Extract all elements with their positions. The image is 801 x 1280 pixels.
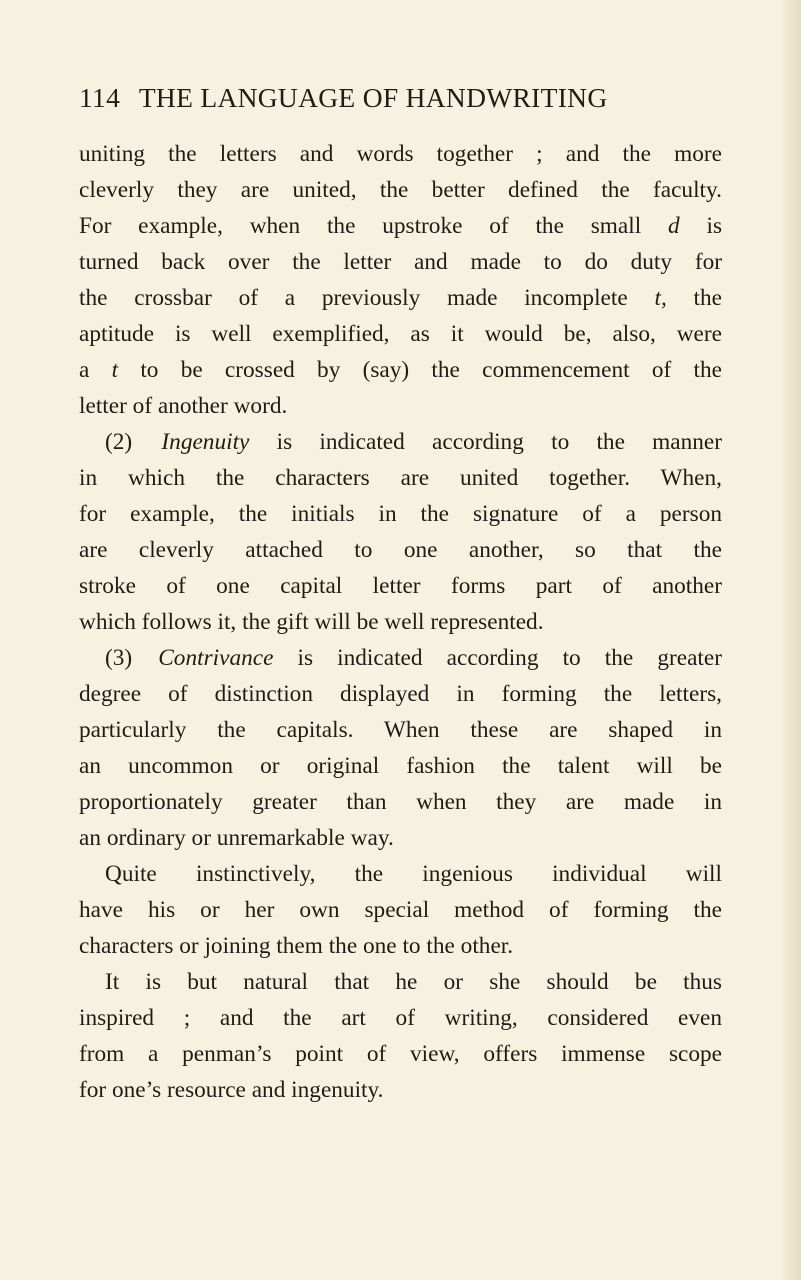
text-line: Quite instinctively, the ingenious individual will (105, 861, 722, 887)
line-segment: a (79, 357, 90, 383)
text-line: an uncommon or original fashion the talent will be (79, 753, 722, 779)
text-line: cleverly they are united, the better defined the faculty. (79, 177, 722, 203)
text-line: characters or joining them the one to the other. (79, 933, 514, 959)
text-line: have his or her own special method of forming the (79, 897, 722, 923)
italic-letter-t: t, (654, 285, 667, 311)
line-segment: is indicated according to the greater (297, 645, 722, 671)
text-line (79, 424, 722, 460)
text-line: inspired ; and the art of writing, considered even (79, 1005, 722, 1031)
line-segment: the (693, 285, 722, 311)
text-line: for one’s resource and ingenuity. (79, 1077, 384, 1103)
running-title: THE LANGUAGE OF HANDWRITING (138, 82, 608, 113)
page-number: 114 (79, 82, 121, 113)
body-text (79, 136, 722, 1108)
text-line: are cleverly attached to one another, so that the (79, 537, 722, 563)
line-segment: to be crossed by (say) the commencement of the (140, 357, 722, 383)
line-segment: For example, when the upstroke of the small (79, 213, 642, 239)
text-line: which follows it, the gift will be well represented. (79, 609, 544, 635)
line-segment: is (706, 213, 723, 239)
text-line: It is but natural that he or she should be thus (105, 969, 722, 995)
text-line (79, 280, 722, 316)
text-line: from a penman’s point of view, offers immense scope (79, 1041, 722, 1067)
text-line (79, 352, 722, 388)
paragraph-term: Ingenuity (161, 429, 250, 455)
paragraph-number: (3) (105, 645, 133, 671)
paragraph-number: (2) (105, 429, 133, 455)
running-header (79, 80, 719, 116)
page-edge-shadow (779, 0, 801, 1280)
italic-letter-d: d (668, 213, 680, 239)
text-line: aptitude is well exemplified, as it would be, also, were (79, 321, 722, 347)
text-line (79, 640, 722, 676)
text-line: an ordinary or unremarkable way. (79, 825, 394, 851)
text-line (79, 208, 722, 244)
text-line: letter of another word. (79, 393, 288, 419)
text-line: stroke of one capital letter forms part of another (79, 573, 722, 599)
text-line: turned back over the letter and made to do duty for (79, 249, 722, 275)
text-line: for example, the initials in the signature of a person (79, 501, 722, 527)
text-line: in which the characters are united together. When, (79, 465, 722, 491)
text-line: proportionately greater than when they are made in (79, 789, 722, 815)
line-segment: the crossbar of a previously made incomplete (79, 285, 628, 311)
text-line: uniting the letters and words together ; and the more (79, 141, 722, 167)
text-line: degree of distinction displayed in forming the letters, (79, 681, 722, 707)
paragraph-term: Contrivance (158, 645, 274, 671)
line-segment: is indicated according to the manner (276, 429, 722, 455)
text-line: particularly the capitals. When these are shaped in (79, 717, 722, 743)
italic-letter-t: t (111, 357, 119, 383)
